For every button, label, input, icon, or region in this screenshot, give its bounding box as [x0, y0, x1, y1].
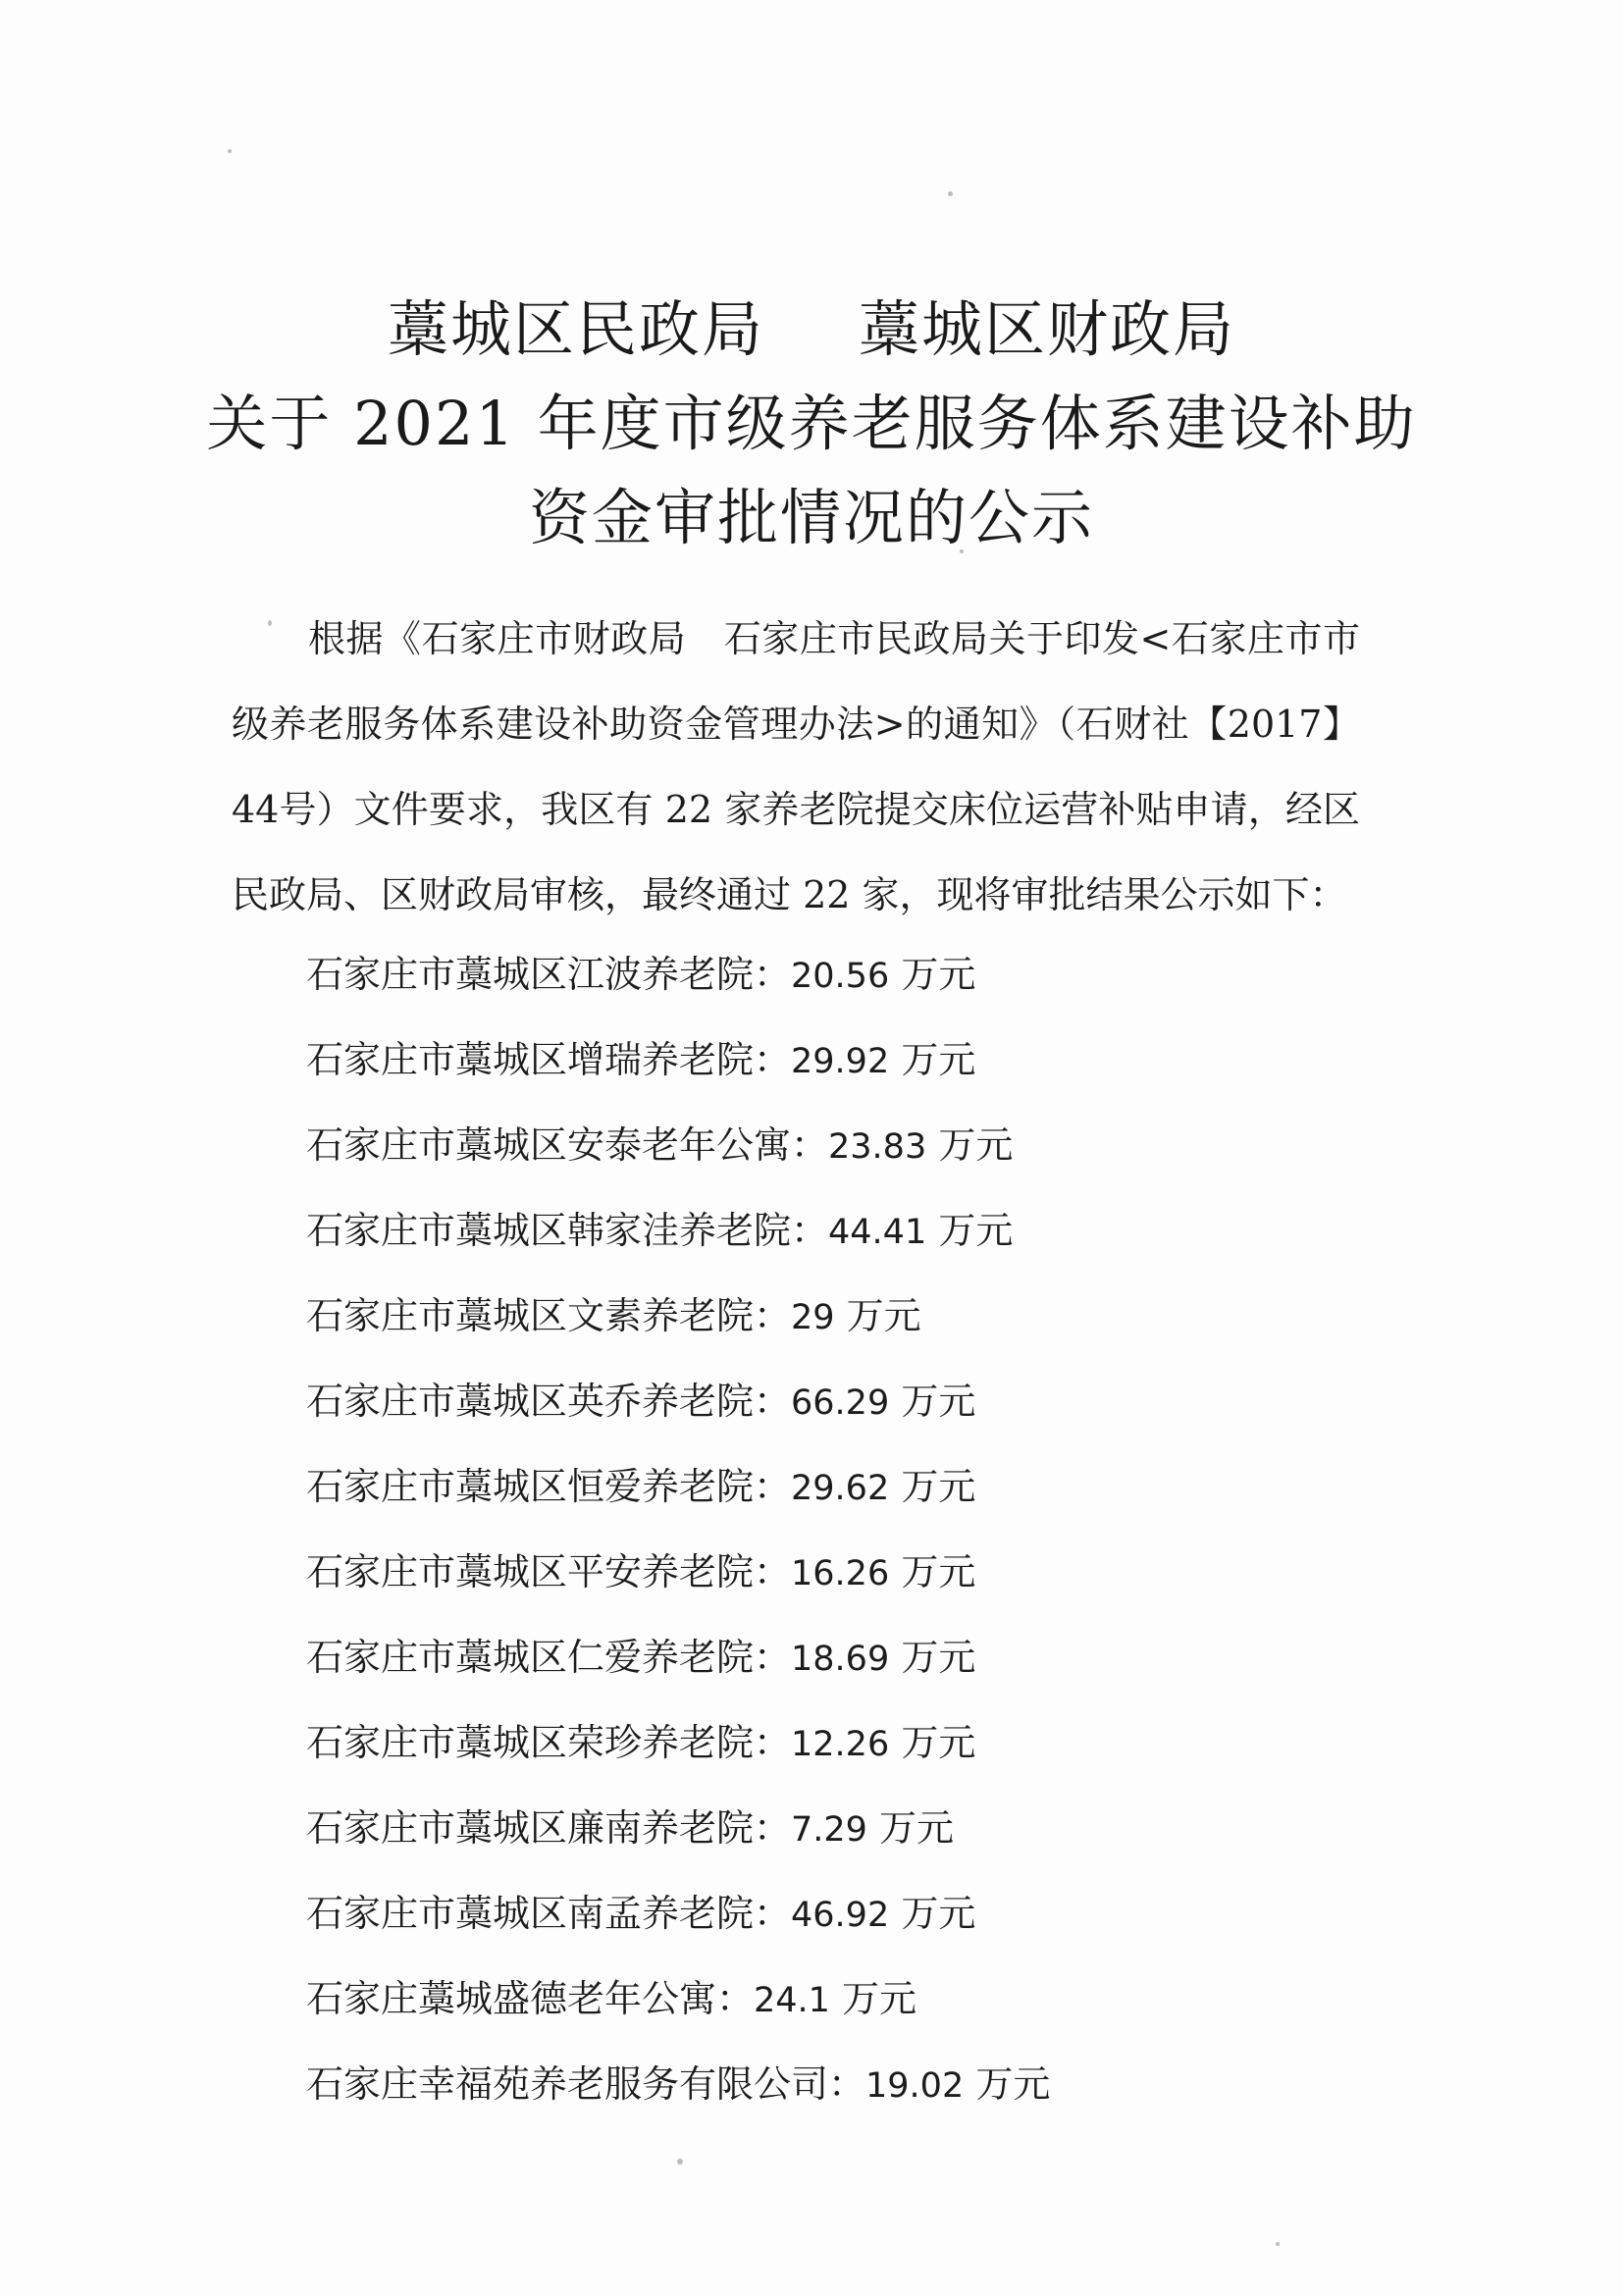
subsidy-amount: 29.92	[791, 1042, 890, 1081]
approval-list	[306, 932, 1386, 2127]
list-item	[306, 1700, 1386, 1786]
facility-name: 石家庄市藁城区英乔养老院：	[306, 1380, 792, 1423]
facility-name: 石家庄市藁城区廉南养老院：	[306, 1806, 792, 1850]
amount-unit: 万元	[901, 1892, 976, 1935]
title-line-1	[0, 283, 1623, 377]
subsidy-amount: 7.29	[791, 1810, 867, 1850]
facility-name: 石家庄市藁城区江波养老院：	[306, 953, 792, 996]
amount-unit: 万元	[901, 953, 976, 996]
list-item	[306, 932, 1386, 1018]
subsidy-amount: 29.62	[791, 1469, 890, 1508]
subsidy-amount: 29	[791, 1298, 835, 1337]
subsidy-amount: 66.29	[791, 1383, 890, 1423]
facility-name: 石家庄市藁城区仁爱养老院：	[306, 1636, 792, 1679]
list-item	[306, 1530, 1386, 1615]
amount-unit: 万元	[901, 1721, 976, 1764]
list-item	[306, 1957, 1386, 2042]
list-item	[306, 2042, 1386, 2127]
intro-text-part-2: 石家庄市民政局关于印发<石家庄市市级养老服务体系建设补助资金管理办法>的通知》（石财社【2017】44号）文件要求，我区有 22 家养老院提交床位运营补贴申请，经区民政局、区财政局审核，最终通过 22 家，现将审批结果公示如下：	[232, 617, 1360, 916]
amount-unit: 万元	[938, 1209, 1014, 1252]
scan-speck	[1276, 2242, 1280, 2246]
amount-unit: 万元	[901, 1636, 976, 1679]
subsidy-amount: 16.26	[791, 1554, 890, 1593]
facility-name: 石家庄市藁城区增瑞养老院：	[306, 1038, 792, 1081]
list-item	[306, 1786, 1386, 1871]
scan-speck	[948, 191, 953, 196]
subsidy-amount: 23.83	[828, 1127, 927, 1167]
title-issuer-finance: 藁城区财政局	[859, 293, 1236, 365]
scan-speck	[228, 149, 232, 153]
facility-name: 石家庄市藁城区荣珍养老院：	[306, 1721, 792, 1764]
facility-name: 石家庄藁城盛德老年公寓：	[306, 1977, 755, 2020]
list-item	[306, 1871, 1386, 1957]
facility-name: 石家庄市藁城区韩家洼养老院：	[306, 1209, 829, 1252]
list-item	[306, 1274, 1386, 1359]
list-item	[306, 1444, 1386, 1530]
subsidy-amount: 12.26	[791, 1725, 890, 1764]
amount-unit: 万元	[842, 1977, 917, 2020]
title-issuer-civil-affairs: 藁城区民政局	[387, 293, 764, 365]
facility-name: 石家庄市藁城区文素养老院：	[306, 1294, 792, 1337]
subsidy-amount: 20.56	[791, 957, 890, 996]
title-line-3: 资金审批情况的公示	[528, 482, 1094, 553]
subsidy-amount: 19.02	[865, 2066, 965, 2106]
amount-unit: 万元	[846, 1294, 921, 1337]
intro-paragraph	[232, 597, 1360, 938]
amount-unit: 万元	[901, 1465, 976, 1508]
facility-name: 石家庄市藁城区恒爱养老院：	[306, 1465, 792, 1508]
list-item	[306, 1359, 1386, 1444]
intro-text-part-1: 根据《石家庄市财政局	[308, 617, 687, 660]
subsidy-amount: 46.92	[791, 1896, 890, 1935]
amount-unit: 万元	[901, 1038, 976, 1081]
list-item	[306, 1103, 1386, 1188]
amount-unit: 万元	[901, 1550, 976, 1593]
list-item	[306, 1188, 1386, 1274]
list-item	[306, 1018, 1386, 1103]
facility-name: 石家庄幸福苑养老服务有限公司：	[306, 2062, 866, 2106]
title-line-2: 关于 2021 年度市级养老服务体系建设补助	[206, 388, 1417, 459]
facility-name: 石家庄市藁城区平安养老院：	[306, 1550, 792, 1593]
document-title	[0, 283, 1623, 565]
scan-speck	[677, 2159, 683, 2165]
amount-unit: 万元	[938, 1123, 1014, 1167]
amount-unit: 万元	[975, 2062, 1051, 2106]
subsidy-amount: 24.1	[754, 1981, 830, 2020]
amount-unit: 万元	[879, 1806, 955, 1850]
list-item	[306, 1615, 1386, 1700]
facility-name: 石家庄市藁城区南孟养老院：	[306, 1892, 792, 1935]
facility-name: 石家庄市藁城区安泰老年公寓：	[306, 1123, 829, 1167]
subsidy-amount: 44.41	[828, 1213, 927, 1252]
subsidy-amount: 18.69	[791, 1640, 890, 1679]
amount-unit: 万元	[901, 1380, 976, 1423]
